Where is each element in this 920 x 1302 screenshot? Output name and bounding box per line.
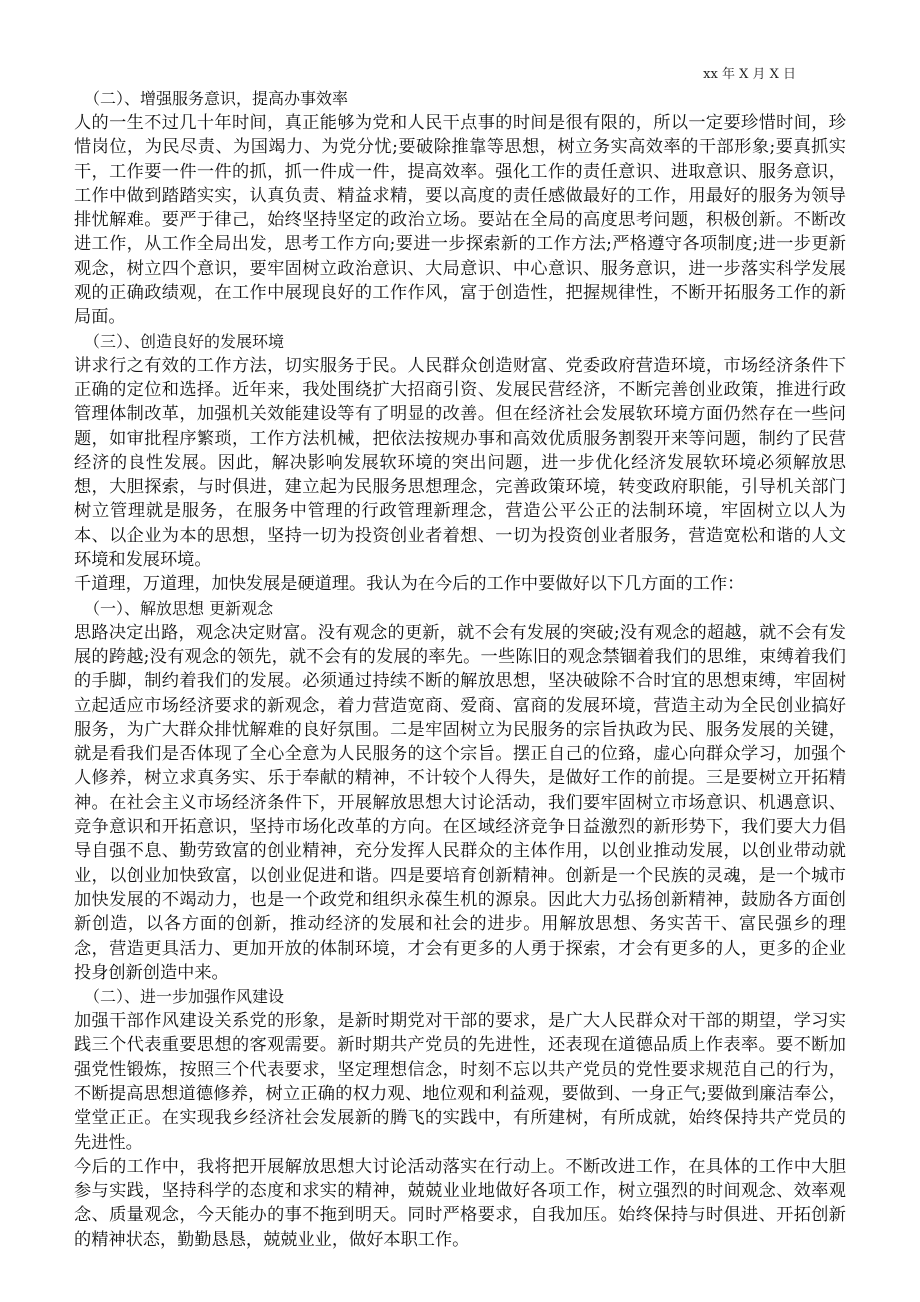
body-paragraph: 思路决定出路，观念决定财富。没有观念的更新，就不会有发展的突破;没有观念的超越，就不会有发展的跨越;没有观念的领先，就不会有的发展的率先。一些陈旧的观念禁锢着我们的思维，束缚着我们的手脚，制约着我们的发展。必须通过持续不断的解放思想，坚决破除不合时宜的思想束缚，牢固树立起适应市场经济要求的新观念，着力营造宽商、爱商、富商的发展环境，营造主动为全民创业搞好服务，为广大群众排忧解难的良好氛围。二是牢固树立为民服务的宗旨执政为民、服务发展的关键，就是看我们是否体现了全心全意为人民服务的这个宗旨。摆正自己的位臵，虚心向群众学习，加强个人修养，树立求真务实、乐于奉献的精神，不计较个人得失，是做好工作的前提。三是要树立开拓精神。在社会主义市场经济条件下，开展解放思想大讨论活动，我们要牢固树立市场意识、机遇意识、竞争意识和开拓意识，坚持市场化改革的方向。在区域经济竞争日益激烈的新形势下，我们要大力倡导自强不息、勤劳致富的创业精神，充分发挥人民群众的主体作用，以创业推动发展，以创业带动就业，以创业加快致富，以创业促进和谐。四是要培育创新精神。创新是一个民族的灵魂，是一个城市加快发展的不竭动力，也是一个政党和组织永葆生机的源泉。因此大力弘扬创新精神，鼓励各方面创新创造，以各方面的创新，推动经济的发展和社会的进步。用解放思想、务实苦干、富民强乡的理念，营造更具活力、更加开放的体制环境，才会有更多的人勇于探索，才会有更多的人，更多的企业投身创新创造中来。 — [74, 622, 846, 983]
document-date: xx 年 X 月 X 日 — [703, 67, 796, 82]
body-paragraph: 讲求行之有效的工作方法，切实服务于民。人民群众创造财富、党委政府营造环境，市场经济条件下正确的定位和选择。近年来，我处围绕扩大招商引资、发展民营经济，不断完善创业政策，推进行政管理体制改革，加强机关效能建设等有了明显的改善。但在经济社会发展软环境方面仍然存在一些问题，如审批程序繁琐，工作方法机械，把依法按规办事和高效优质服务割裂开来等问题，制约了民营经济的良性发展。因此，解决影响发展软环境的突出问题，进一步优化经济发展软环境必须解放思想，大胆探索，与时俱进，建立起为民服务思想理念，完善政策环境，转变政府职能，引导机关部门树立管理就是服务，在服务中管理的行政管理新理念，营造公平公正的法制环境，牢固树立以人为本、以企业为本的思想，坚持一切为投资创业者着想、一切为投资创业者服务，营造宽松和谐的人文环境和发展环境。 — [74, 355, 846, 571]
body-paragraph: 今后的工作中，我将把开展解放思想大讨论活动落实在行动上。不断改进工作，在具体的工作中大胆参与实践，坚持科学的态度和求实的精神，兢兢业业地做好各项工作，树立强烈的时间观念、效率观念、质量观念，今天能办的事不拖到明天。同时严格要求，自我加压。始终保持与时俱进、开拓创新的精神状态，勤勤恳恳，兢兢业业，做好本职工作。 — [74, 1156, 846, 1250]
section-heading: （二）、增强服务意识，提高办事效率 — [84, 89, 349, 108]
section-heading: （一）、解放思想 更新观念 — [84, 598, 274, 618]
document-body — [74, 87, 846, 1252]
body-paragraph: 千道理，万道理，加快发展是硬道理。我认为在今后的工作中要做好以下几方面的工作： — [74, 574, 745, 595]
body-paragraph: 人的一生不过几十年时间，真正能够为党和人民干点事的时间是很有限的，所以一定要珍惜时间，珍惜岗位，为民尽责、为国竭力、为党分忧;要破除推靠等思想，树立务实高效率的干部形象;要真抓实干，工作要一件一件的抓，抓一件成一件，提高效率。强化工作的责任意识、进取意识、服务意识，工作中做到踏踏实实，认真负责、精益求精，要以高度的责任感做最好的工作，用最好的服务为领导排忧解难。要严于律己，始终坚持坚定的政治立场。要站在全局的高度思考问题，积极创新。不断改进工作，从工作全局出发，思考工作方向;要进一步探索新的工作方法;严格遵守各项制度;进一步更新观念，树立四个意识，要牢固树立政治意识、大局意识、中心意识、服务意识，进一步落实科学发展观的正确政绩观，在工作中展现良好的工作作风，富于创造性，把握规律性，不断开拓服务工作的新局面。 — [74, 113, 846, 328]
body-paragraph: 加强干部作风建设关系党的形象，是新时期党对干部的要求，是广大人民群众对干部的期望，学习实践三个代表重要思想的客观需要。新时期共产党员的先进性，还表现在道德品质上作表率。要不断加强党性锻炼，按照三个代表要求，坚定理想信念，时刻不忘以共产党员的党性要求规范自己的行为，不断提高思想道德修养，树立正确的权力观、地位观和利益观，要做到、一身正气;要做到廉洁奉公，堂堂正正。在实现我乡经济社会发展新的腾飞的实践中，有所建树，有所成就，始终保持共产党员的先进性。 — [74, 1011, 846, 1153]
section-heading: （二）、进一步加强作风建设 — [84, 987, 285, 1007]
section-heading: （三）、创造良好的发展环境 — [84, 331, 285, 351]
